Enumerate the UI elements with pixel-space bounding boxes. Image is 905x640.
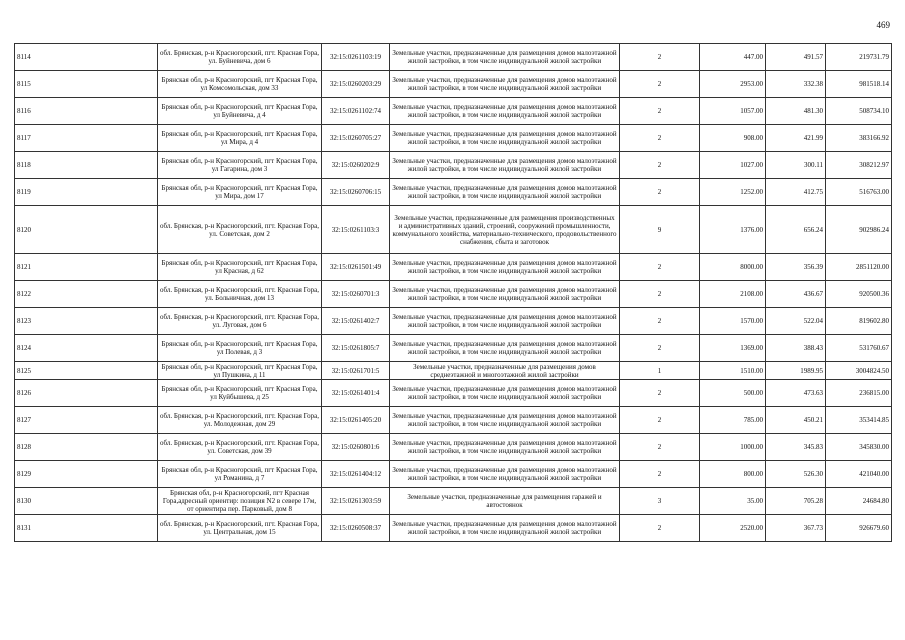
row-number: 8115 bbox=[15, 71, 158, 98]
row-area: 908.00 bbox=[700, 125, 766, 152]
row-address: Брянская обл, р-н Красногорский, пгт Красная Гора,адресный ориентир: позиция N2 в севере 17м, от ориентира пер. Парковый, дом 8 bbox=[158, 488, 322, 515]
row-group: 2 bbox=[620, 461, 700, 488]
row-number: 8131 bbox=[15, 515, 158, 542]
table-row bbox=[15, 281, 892, 308]
row-cadastral-number: 32:15:0261103:19 bbox=[322, 44, 390, 71]
row-area: 447.00 bbox=[700, 44, 766, 71]
row-number: 8121 bbox=[15, 254, 158, 281]
row-group: 2 bbox=[620, 335, 700, 362]
row-cadastral-value: 383166.92 bbox=[826, 125, 892, 152]
table-row bbox=[15, 488, 892, 515]
row-cadastral-value: 516763.00 bbox=[826, 179, 892, 206]
row-cadastral-value: 2851120.00 bbox=[826, 254, 892, 281]
row-land-use: Земельные участки, предназначенные для размещения домов малоэтажной жилой застройки, в том числе индивидуальной жилой застройки bbox=[390, 71, 620, 98]
row-specific-value: 473.63 bbox=[766, 380, 826, 407]
row-cadastral-value: 353414.85 bbox=[826, 407, 892, 434]
row-address: Брянская обл, р-н Красногорский, пгт Красная Гора, ул Пушкина, д 11 bbox=[158, 362, 322, 380]
row-cadastral-number: 32:15:0260701:3 bbox=[322, 281, 390, 308]
row-group: 2 bbox=[620, 281, 700, 308]
row-address: Брянская обл, р-н Красногорский, пгт Красная Гора, ул Куйбышева, д 25 bbox=[158, 380, 322, 407]
row-area: 800.00 bbox=[700, 461, 766, 488]
row-cadastral-value: 345830.00 bbox=[826, 434, 892, 461]
row-cadastral-value: 219731.79 bbox=[826, 44, 892, 71]
row-area: 2520.00 bbox=[700, 515, 766, 542]
row-land-use: Земельные участки, предназначенные для размещения домов малоэтажной жилой застройки, в том числе индивидуальной жилой застройки bbox=[390, 254, 620, 281]
row-cadastral-value: 926679.60 bbox=[826, 515, 892, 542]
row-cadastral-value: 24684.80 bbox=[826, 488, 892, 515]
table-row bbox=[15, 44, 892, 71]
row-address: Брянская обл, р-н Красногорский, пгт Красная Гора, ул Полевая, д 3 bbox=[158, 335, 322, 362]
row-address: Брянская обл, р-н Красногорский, пгт Красная Гора, ул Мира, д 4 bbox=[158, 125, 322, 152]
table-row bbox=[15, 125, 892, 152]
row-specific-value: 300.11 bbox=[766, 152, 826, 179]
row-group: 2 bbox=[620, 434, 700, 461]
page-number: 469 bbox=[876, 20, 890, 30]
row-cadastral-number: 32:15:0261103:3 bbox=[322, 206, 390, 254]
row-cadastral-value: 981518.14 bbox=[826, 71, 892, 98]
row-number: 8118 bbox=[15, 152, 158, 179]
row-area: 500.00 bbox=[700, 380, 766, 407]
row-land-use: Земельные участки, предназначенные для размещения домов малоэтажной жилой застройки, в том числе индивидуальной жилой застройки bbox=[390, 152, 620, 179]
row-land-use: Земельные участки, предназначенные для размещения домов малоэтажной жилой застройки, в том числе индивидуальной жилой застройки bbox=[390, 308, 620, 335]
row-cadastral-value: 920500.36 bbox=[826, 281, 892, 308]
table-row bbox=[15, 308, 892, 335]
row-group: 2 bbox=[620, 71, 700, 98]
row-address: обл. Брянская, р-н Красногорский, пгт. Красная Гора, ул. Больничная, дом 13 bbox=[158, 281, 322, 308]
row-area: 1369.00 bbox=[700, 335, 766, 362]
table-row bbox=[15, 362, 892, 380]
row-number: 8127 bbox=[15, 407, 158, 434]
row-cadastral-number: 32:15:0261701:5 bbox=[322, 362, 390, 380]
row-address: Брянская обл, р-н Красногорский, пгт Красная Гора, ул Комсомольская, дом 33 bbox=[158, 71, 322, 98]
row-area: 1027.00 bbox=[700, 152, 766, 179]
row-address: Брянская обл, р-н Красногорский, пгт Красная Гора, ул Романина, д 7 bbox=[158, 461, 322, 488]
row-land-use: Земельные участки, предназначенные для размещения домов малоэтажной жилой застройки, в том числе индивидуальной жилой застройки bbox=[390, 434, 620, 461]
row-specific-value: 1989.95 bbox=[766, 362, 826, 380]
row-group: 2 bbox=[620, 44, 700, 71]
row-cadastral-number: 32:15:0261805:7 bbox=[322, 335, 390, 362]
row-specific-value: 332.38 bbox=[766, 71, 826, 98]
row-cadastral-number: 32:15:0260508:37 bbox=[322, 515, 390, 542]
row-group: 2 bbox=[620, 152, 700, 179]
row-address: обл. Брянская, р-н Красногорский, пгт. Красная Гора, ул. Советская, дом 2 bbox=[158, 206, 322, 254]
row-group: 2 bbox=[620, 179, 700, 206]
row-area: 785.00 bbox=[700, 407, 766, 434]
row-specific-value: 421.99 bbox=[766, 125, 826, 152]
row-address: обл. Брянская, р-н Красногорский, пгт. Красная Гора, ул. Буйневича, дом 6 bbox=[158, 44, 322, 71]
row-cadastral-value: 508734.10 bbox=[826, 98, 892, 125]
row-address: обл. Брянская, р-н Красногорский, пгт. Красная Гора, ул. Советская, дом 39 bbox=[158, 434, 322, 461]
row-specific-value: 705.28 bbox=[766, 488, 826, 515]
row-number: 8122 bbox=[15, 281, 158, 308]
row-cadastral-value: 3004824.50 bbox=[826, 362, 892, 380]
table-row bbox=[15, 335, 892, 362]
row-cadastral-value: 819602.80 bbox=[826, 308, 892, 335]
row-specific-value: 345.83 bbox=[766, 434, 826, 461]
row-land-use: Земельные участки, предназначенные для размещения домов малоэтажной жилой застройки, в том числе индивидуальной жилой застройки bbox=[390, 44, 620, 71]
row-number: 8129 bbox=[15, 461, 158, 488]
row-cadastral-number: 32:15:0261303:59 bbox=[322, 488, 390, 515]
table-row bbox=[15, 71, 892, 98]
row-land-use: Земельные участки, предназначенные для размещения домов малоэтажной жилой застройки, в том числе индивидуальной жилой застройки bbox=[390, 98, 620, 125]
row-cadastral-value: 421040.00 bbox=[826, 461, 892, 488]
row-specific-value: 481.30 bbox=[766, 98, 826, 125]
row-address: Брянская обл, р-н Красногорский, пгт Красная Гора, ул Гагарина, дом 3 bbox=[158, 152, 322, 179]
row-cadastral-number: 32:15:0260202:9 bbox=[322, 152, 390, 179]
row-address: Брянская обл, р-н Красногорский, пгт Красная Гора, ул Мира, дом 17 bbox=[158, 179, 322, 206]
table-row bbox=[15, 179, 892, 206]
row-area: 2953.00 bbox=[700, 71, 766, 98]
row-number: 8123 bbox=[15, 308, 158, 335]
row-specific-value: 412.75 bbox=[766, 179, 826, 206]
row-group: 2 bbox=[620, 254, 700, 281]
row-specific-value: 367.73 bbox=[766, 515, 826, 542]
row-number: 8119 bbox=[15, 179, 158, 206]
table-row bbox=[15, 461, 892, 488]
row-land-use: Земельные участки, предназначенные для размещения домов малоэтажной жилой застройки, в том числе индивидуальной жилой застройки bbox=[390, 179, 620, 206]
row-cadastral-value: 308212.97 bbox=[826, 152, 892, 179]
table-row bbox=[15, 407, 892, 434]
row-address: обл. Брянская, р-н Красногорский, пгт. Красная Гора, ул. Центральная, дом 15 bbox=[158, 515, 322, 542]
row-group: 3 bbox=[620, 488, 700, 515]
row-number: 8126 bbox=[15, 380, 158, 407]
row-cadastral-value: 236815.00 bbox=[826, 380, 892, 407]
row-area: 8000.00 bbox=[700, 254, 766, 281]
row-address: Брянская обл, р-н Красногорский, пгт Красная Гора, ул Красная, д 62 bbox=[158, 254, 322, 281]
row-area: 2108.00 bbox=[700, 281, 766, 308]
row-specific-value: 450.21 bbox=[766, 407, 826, 434]
row-land-use: Земельные участки, предназначенные для размещения домов малоэтажной жилой застройки, в том числе индивидуальной жилой застройки bbox=[390, 125, 620, 152]
row-area: 1000.00 bbox=[700, 434, 766, 461]
row-land-use: Земельные участки, предназначенные для размещения домов малоэтажной жилой застройки, в том числе индивидуальной жилой застройки bbox=[390, 515, 620, 542]
row-cadastral-number: 32:15:0261405:20 bbox=[322, 407, 390, 434]
cadastral-value-table bbox=[14, 43, 892, 542]
table-row bbox=[15, 515, 892, 542]
row-number: 8130 bbox=[15, 488, 158, 515]
row-number: 8125 bbox=[15, 362, 158, 380]
table-row bbox=[15, 98, 892, 125]
row-group: 1 bbox=[620, 362, 700, 380]
table-row bbox=[15, 206, 892, 254]
table-row bbox=[15, 152, 892, 179]
row-cadastral-number: 32:15:0261102:74 bbox=[322, 98, 390, 125]
table-body bbox=[15, 44, 892, 542]
row-cadastral-number: 32:15:0261402:7 bbox=[322, 308, 390, 335]
row-land-use: Земельные участки, предназначенные для размещения домов среднеэтажной и многоэтажной жилой застройки bbox=[390, 362, 620, 380]
row-group: 2 bbox=[620, 98, 700, 125]
table-row bbox=[15, 254, 892, 281]
row-cadastral-value: 902986.24 bbox=[826, 206, 892, 254]
row-specific-value: 436.67 bbox=[766, 281, 826, 308]
row-address: Брянская обл, р-н Красногорский, пгт Красная Гора, ул Буйневича, д 4 bbox=[158, 98, 322, 125]
row-land-use: Земельные участки, предназначенные для размещения домов малоэтажной жилой застройки, в том числе индивидуальной жилой застройки bbox=[390, 335, 620, 362]
row-number: 8117 bbox=[15, 125, 158, 152]
row-specific-value: 656.24 bbox=[766, 206, 826, 254]
row-group: 9 bbox=[620, 206, 700, 254]
row-cadastral-number: 32:15:0260705:27 bbox=[322, 125, 390, 152]
row-land-use: Земельные участки, предназначенные для размещения гаражей и автостоянок bbox=[390, 488, 620, 515]
row-number: 8128 bbox=[15, 434, 158, 461]
row-group: 2 bbox=[620, 407, 700, 434]
row-area: 1510.00 bbox=[700, 362, 766, 380]
row-address: обл. Брянская, р-н Красногорский, пгт. Красная Гора, ул. Луговая, дом 6 bbox=[158, 308, 322, 335]
row-group: 2 bbox=[620, 380, 700, 407]
row-address: обл. Брянская, р-н Красногорский, пгт. Красная Гора, ул. Молодежная, дом 29 bbox=[158, 407, 322, 434]
row-specific-value: 388.43 bbox=[766, 335, 826, 362]
row-group: 2 bbox=[620, 515, 700, 542]
row-number: 8124 bbox=[15, 335, 158, 362]
row-area: 1376.00 bbox=[700, 206, 766, 254]
row-specific-value: 356.39 bbox=[766, 254, 826, 281]
row-specific-value: 526.30 bbox=[766, 461, 826, 488]
row-group: 2 bbox=[620, 308, 700, 335]
row-land-use: Земельные участки, предназначенные для размещения производственных и административных зданий, строений, сооружений промышленности, коммунального хозяйства, материально-технического, продовольственного снабжения, сбыта и заготовок bbox=[390, 206, 620, 254]
row-cadastral-number: 32:15:0260706:15 bbox=[322, 179, 390, 206]
row-land-use: Земельные участки, предназначенные для размещения домов малоэтажной жилой застройки, в том числе индивидуальной жилой застройки bbox=[390, 407, 620, 434]
row-area: 1057.00 bbox=[700, 98, 766, 125]
row-number: 8116 bbox=[15, 98, 158, 125]
row-land-use: Земельные участки, предназначенные для размещения домов малоэтажной жилой застройки, в том числе индивидуальной жилой застройки bbox=[390, 281, 620, 308]
row-land-use: Земельные участки, предназначенные для размещения домов малоэтажной жилой застройки, в том числе индивидуальной жилой застройки bbox=[390, 380, 620, 407]
row-area: 35.00 bbox=[700, 488, 766, 515]
row-cadastral-value: 531760.67 bbox=[826, 335, 892, 362]
row-specific-value: 491.57 bbox=[766, 44, 826, 71]
table-row bbox=[15, 434, 892, 461]
row-cadastral-number: 32:15:0261401:4 bbox=[322, 380, 390, 407]
row-land-use: Земельные участки, предназначенные для размещения домов малоэтажной жилой застройки, в том числе индивидуальной жилой застройки bbox=[390, 461, 620, 488]
row-area: 1570.00 bbox=[700, 308, 766, 335]
table-row bbox=[15, 380, 892, 407]
row-group: 2 bbox=[620, 125, 700, 152]
row-number: 8120 bbox=[15, 206, 158, 254]
row-number: 8114 bbox=[15, 44, 158, 71]
row-cadastral-number: 32:15:0260801:6 bbox=[322, 434, 390, 461]
row-cadastral-number: 32:15:0261501:49 bbox=[322, 254, 390, 281]
row-cadastral-number: 32:15:0260203:29 bbox=[322, 71, 390, 98]
row-specific-value: 522.04 bbox=[766, 308, 826, 335]
row-cadastral-number: 32:15:0261404:12 bbox=[322, 461, 390, 488]
row-area: 1252.00 bbox=[700, 179, 766, 206]
